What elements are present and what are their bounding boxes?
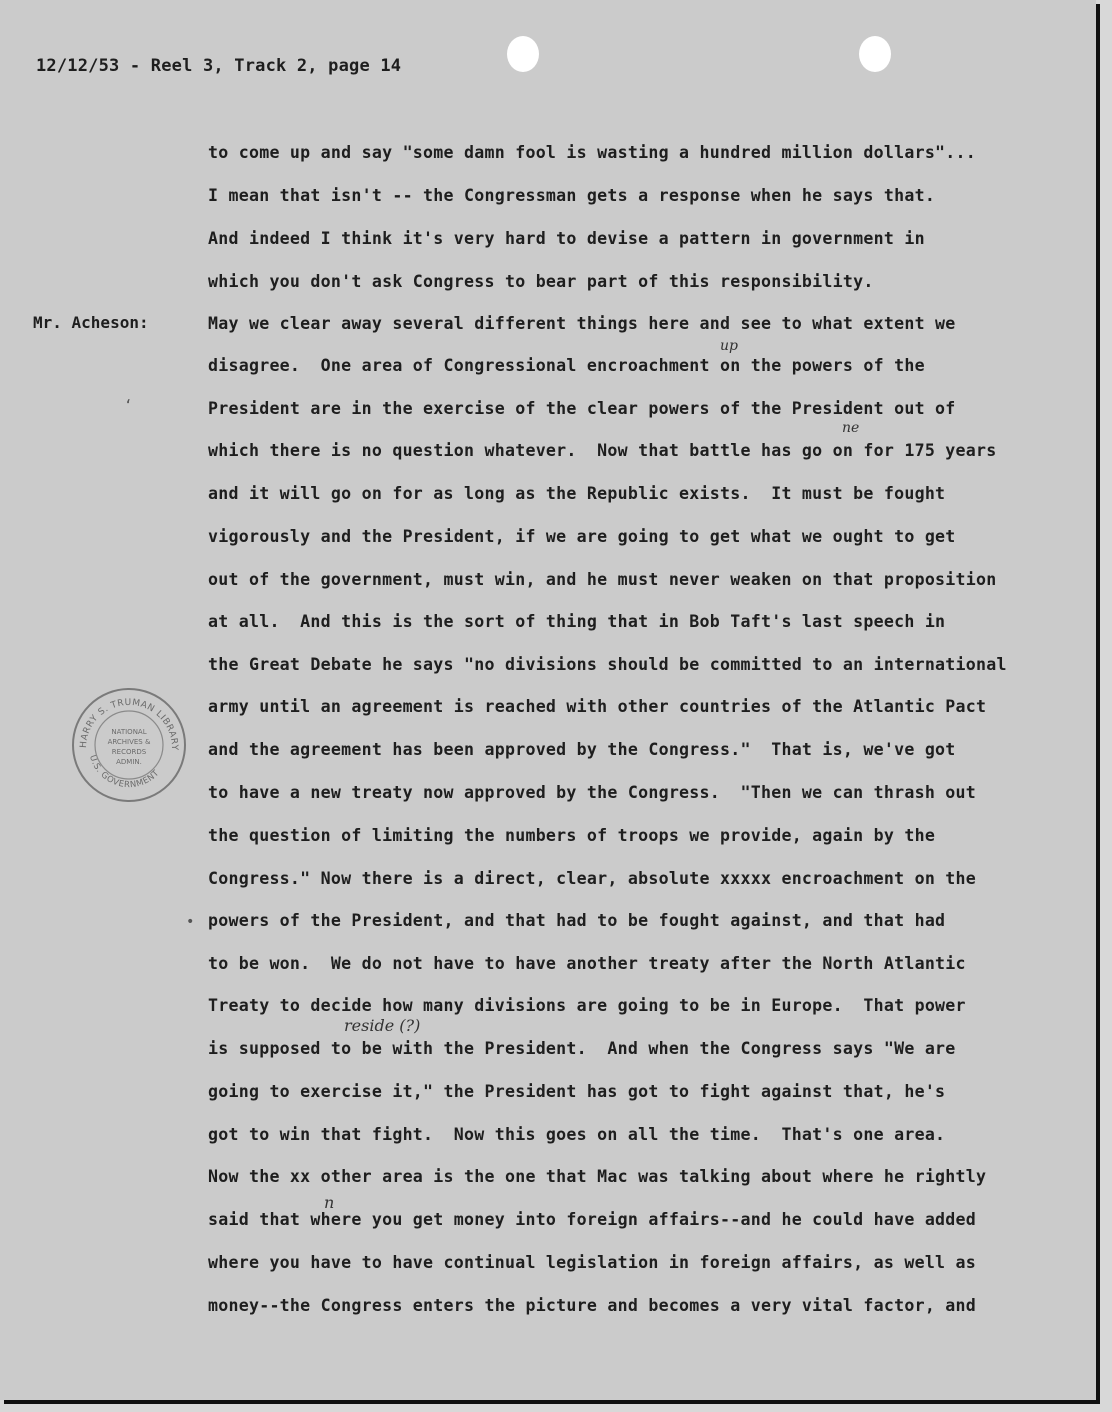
handwritten-correction: ne — [842, 420, 860, 436]
transcript-line: where you have to have continual legislation in foreign affairs, as well as — [208, 1253, 977, 1272]
transcript-line: powers of the President, and that had to be fought against, and that had — [208, 911, 946, 930]
transcript-line: and it will go on for as long as the Republic exists. It must be fought — [208, 484, 946, 503]
punch-hole — [859, 36, 891, 72]
transcript-line: and the agreement has been approved by the Congress." That is, we've got — [208, 740, 956, 759]
margin-mark: • — [186, 914, 195, 930]
stamp-bottom-text: U.S. GOVERNMENT — [86, 753, 162, 791]
transcript-line: Treaty to decide how many divisions are going to be in Europe. That power — [208, 996, 966, 1015]
transcript-line: to be won. We do not have to have another treaty after the North Atlantic — [208, 954, 966, 973]
transcript-line: money--the Congress enters the picture and becomes a very vital factor, and — [208, 1296, 977, 1315]
handwritten-correction: up — [720, 338, 738, 354]
stamp-center-text: NATIONAL — [111, 728, 147, 736]
transcript-line: Now the xx other area is the one that Mac was talking about where he rightly — [208, 1167, 987, 1186]
transcript-line: May we clear away several different things here and see to what extent we — [208, 314, 956, 333]
transcript-line: army until an agreement is reached with other countries of the Atlantic Pact — [208, 697, 987, 716]
transcript-line: at all. And this is the sort of thing that in Bob Taft's last speech in — [208, 612, 946, 631]
stamp-center-text: ARCHIVES & — [107, 738, 151, 746]
library-stamp — [70, 686, 188, 804]
page-header: 12/12/53 - Reel 3, Track 2, page 14 — [36, 56, 402, 76]
transcript-line: got to win that fight. Now this goes on all the time. That's one area. — [208, 1125, 946, 1144]
transcript-line: which there is no question whatever. Now that battle has go on for 175 years — [208, 441, 997, 460]
transcript-line: going to exercise it," the President has got to fight against that, he's — [208, 1082, 946, 1101]
stamp-center-text: RECORDS — [111, 748, 147, 756]
transcript-line: Congress." Now there is a direct, clear, absolute xxxxx encroachment on the — [208, 869, 977, 888]
transcript-line: to have a new treaty now approved by the Congress. "Then we can thrash out — [208, 783, 977, 802]
transcript-line: President are in the exercise of the clear powers of the President out of — [208, 399, 956, 418]
transcript-line: is supposed to be with the President. And when the Congress says "We are — [208, 1039, 956, 1058]
punch-hole — [507, 36, 539, 72]
transcript-line: which you don't ask Congress to bear part of this responsibility. — [208, 272, 874, 291]
handwritten-correction: reside (?) — [344, 1016, 421, 1035]
transcript-line: vigorously and the President, if we are going to get what we ought to get — [208, 527, 956, 546]
transcript-line: said that where you get money into foreign affairs--and he could have added — [208, 1210, 977, 1229]
transcript-line: the Great Debate he says "no divisions should be committed to an international — [208, 655, 1007, 674]
stamp-top-text: HARRY S. TRUMAN LIBRARY — [78, 697, 180, 751]
transcript-line: the question of limiting the numbers of troops we provide, again by the — [208, 826, 936, 845]
transcript-line: And indeed I think it's very hard to devise a pattern in government in — [208, 229, 925, 248]
transcript-line: to come up and say "some damn fool is wasting a hundred million dollars"... — [208, 143, 977, 162]
transcript-line: I mean that isn't -- the Congressman gets a response when he says that. — [208, 186, 936, 205]
transcript-line: out of the government, must win, and he must never weaken on that proposition — [208, 570, 997, 589]
transcript-line: disagree. One area of Congressional encroachment on the powers of the — [208, 356, 925, 375]
stamp-center-text: ADMIN. — [116, 758, 142, 766]
speaker-label: Mr. Acheson: — [33, 313, 149, 332]
margin-mark: ‘ — [124, 398, 133, 414]
handwritten-correction: n — [324, 1193, 335, 1212]
